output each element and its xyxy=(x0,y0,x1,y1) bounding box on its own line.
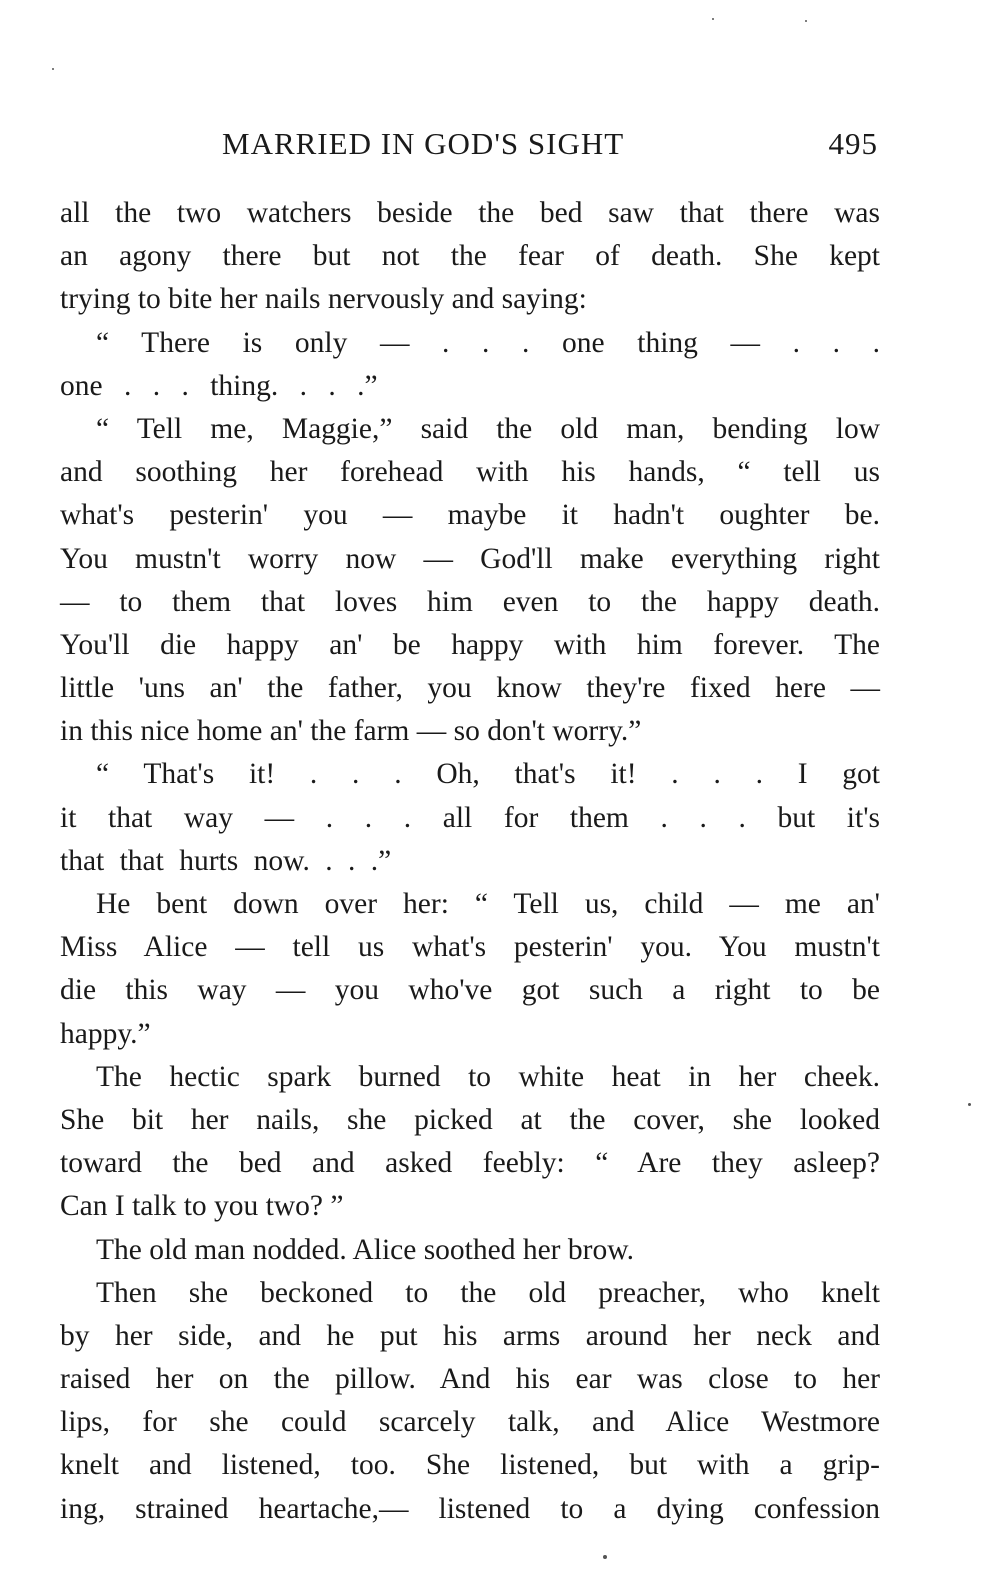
text-line: You'll die happy an' be happy with him forever. The xyxy=(60,628,880,661)
text-line: Miss Alice — tell us what's pesterin' you. You mustn't xyxy=(60,931,880,964)
text-line: “ Tell me, Maggie,” said the old man, bending low xyxy=(96,412,880,445)
text-line: — to them that loves him even to the happy death. xyxy=(60,585,880,618)
text-line: it that way — . . . all for them . . . but it's xyxy=(60,801,880,834)
text-line: that that hurts now. . . .” xyxy=(60,844,392,877)
text-line: by her side, and he put his arms around her neck and xyxy=(60,1319,880,1352)
scan-speck xyxy=(52,68,54,70)
text-line: die this way — you who've got such a right to be xyxy=(60,974,880,1007)
text-line: “ There is only — . . . one thing — . . . xyxy=(96,326,880,359)
text-line: what's pesterin' you — maybe it hadn't oughter be. xyxy=(60,499,880,532)
text-line: trying to bite her nails nervously and saying: xyxy=(60,283,587,316)
page-number: 495 xyxy=(828,126,878,161)
running-head xyxy=(60,126,880,170)
scan-speck xyxy=(968,1103,971,1106)
body-text xyxy=(60,192,880,1531)
text-line: raised her on the pillow. And his ear was close to her xyxy=(60,1363,880,1396)
text-line: The old man nodded. Alice soothed her brow. xyxy=(96,1233,634,1266)
text-line: Then she beckoned to the old preacher, who knelt xyxy=(96,1276,880,1309)
running-title: MARRIED IN GOD'S SIGHT xyxy=(222,126,625,161)
text-line: The hectic spark burned to white heat in her cheek. xyxy=(96,1060,880,1093)
text-line: knelt and listened, too. She listened, but with a grip- xyxy=(60,1449,880,1482)
scan-speck xyxy=(603,1555,607,1559)
text-line: an agony there but not the fear of death. She kept xyxy=(60,240,880,273)
scan-speck xyxy=(805,20,807,22)
text-line: happy.” xyxy=(60,1017,151,1050)
text-line: Can I talk to you two? ” xyxy=(60,1190,344,1223)
text-line: lips, for she could scarcely talk, and Alice Westmore xyxy=(60,1406,880,1439)
text-line: in this nice home an' the farm — so don't worry.” xyxy=(60,715,642,748)
text-line: toward the bed and asked feebly: “ Are they asleep? xyxy=(60,1147,880,1180)
text-line: You mustn't worry now — God'll make everything right xyxy=(60,542,880,575)
text-line: She bit her nails, she picked at the cover, she looked xyxy=(60,1103,880,1136)
text-line: little 'uns an' the father, you know they're fixed here — xyxy=(60,672,880,705)
text-line: He bent down over her: “ Tell us, child — me an' xyxy=(96,888,880,920)
text-line: and soothing her forehead with his hands, “ tell us xyxy=(60,456,880,489)
text-line: ing, strained heartache,— listened to a dying confession xyxy=(60,1492,880,1525)
text-line: “ That's it! . . . Oh, that's it! . . . I got xyxy=(96,758,880,791)
text-line: all the two watchers beside the bed saw that there was xyxy=(60,197,880,229)
text-line: one . . . thing. . . .” xyxy=(60,369,378,402)
scan-speck xyxy=(712,18,714,20)
